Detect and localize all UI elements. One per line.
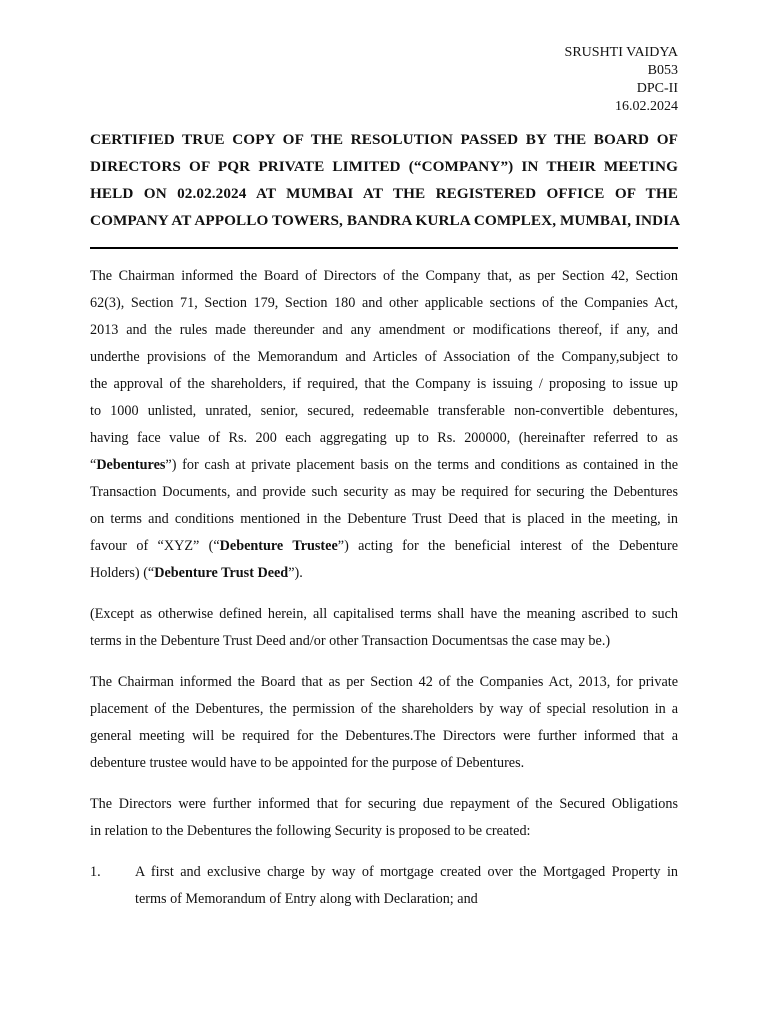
text-line: on terms and conditions mentioned in the Debenture Trust Deed that is placed in the meeting, in [90, 511, 678, 527]
roll-number: B053 [647, 63, 678, 78]
paragraph-security [90, 791, 678, 845]
text-line: The Directors were further informed that for securing due repayment of the Secured Obligations [90, 796, 678, 812]
defined-term: Debentures [96, 457, 166, 473]
list-number: 1. [90, 864, 101, 880]
title-divider [90, 247, 678, 249]
text-line: having face value of Rs. 200 each aggregating up to Rs. 200000, (hereinafter referred to as [90, 430, 678, 446]
text-line: terms of Memorandum of Entry along with Declaration; and [135, 891, 478, 907]
text-line: terms in the Debenture Trust Deed and/or other Transaction Documentsas the case may be.) [90, 633, 611, 649]
title-line: COMPANY AT APPOLLO TOWERS, BANDRA KURLA COMPLEX, MUMBAI, INDIA [90, 212, 681, 229]
text-line: 2013 and the rules made thereunder and any amendment or modifications thereof, if any, and [90, 322, 678, 338]
header-date: 16.02.2024 [615, 99, 678, 114]
title-line: CERTIFIED TRUE COPY OF THE RESOLUTION PASSED BY THE BOARD OF [90, 131, 678, 148]
text-run: ”) for cash at private placement basis on the terms and conditions as contained in the [165, 457, 678, 473]
text-line: placement of the Debentures, the permission of the shareholders by way of special resolution in a [90, 701, 678, 717]
text-line: The Chairman informed the Board that as per Section 42 of the Companies Act, 2013, for private [90, 674, 678, 690]
text-line: underthe provisions of the Memorandum and Articles of Association of the Company,subject to [90, 349, 678, 365]
text-line: in relation to the Debentures the following Security is proposed to be created: [90, 823, 531, 839]
text-line [90, 560, 678, 587]
list-item [90, 859, 678, 913]
division: DPC-II [636, 81, 678, 96]
title-line: DIRECTORS OF PQR PRIVATE LIMITED (“COMPANY”) IN THEIR MEETING [90, 158, 678, 175]
author-header [90, 44, 678, 116]
text-line: debenture trustee would have to be appointed for the purpose of Debentures. [90, 755, 525, 771]
text-run: Holders) (“ [90, 565, 155, 581]
defined-term: Debenture Trustee [219, 538, 338, 554]
text-line [90, 533, 678, 560]
paragraph-shareholder-permission [90, 669, 678, 777]
text-run: favour of “XYZ” (“ [90, 538, 220, 554]
defined-term: Debenture Trust Deed [154, 565, 289, 581]
text-run: ”). [288, 565, 303, 581]
text-line: to 1000 unlisted, unrated, senior, secured, redeemable transferable non-convertible debentures, [90, 403, 678, 419]
text-line: (Except as otherwise defined herein, all capitalised terms shall have the meaning ascribed to such [90, 606, 678, 622]
title-line: HELD ON 02.02.2024 AT MUMBAI AT THE REGISTERED OFFICE OF THE [90, 185, 678, 202]
text-line: Transaction Documents, and provide such security as may be required for securing the Debentures [90, 484, 678, 500]
resolution-title [90, 126, 681, 234]
list-item-body [135, 859, 678, 913]
text-line: The Chairman informed the Board of Directors of the Company that, as per Section 42, Section [90, 268, 678, 284]
text-line: general meeting will be required for the Debentures.The Directors were further informed that a [90, 728, 678, 744]
text-run: “ [90, 457, 97, 473]
text-line: A first and exclusive charge by way of mortgage created over the Mortgaged Property in [135, 864, 678, 880]
text-line [90, 452, 678, 479]
text-line: 62(3), Section 71, Section 179, Section 180 and other applicable sections of the Companies Act, [90, 295, 678, 311]
paragraph-defined-terms [90, 601, 678, 655]
text-run: ”) acting for the beneficial interest of the Debenture [337, 538, 678, 554]
paragraph-chairman-section-42 [90, 263, 678, 587]
text-line: the approval of the shareholders, if required, that the Company is issuing / proposing to issue up [90, 376, 678, 392]
author-name: SRUSHTI VAIDYA [564, 45, 678, 60]
document-page [90, 44, 681, 913]
